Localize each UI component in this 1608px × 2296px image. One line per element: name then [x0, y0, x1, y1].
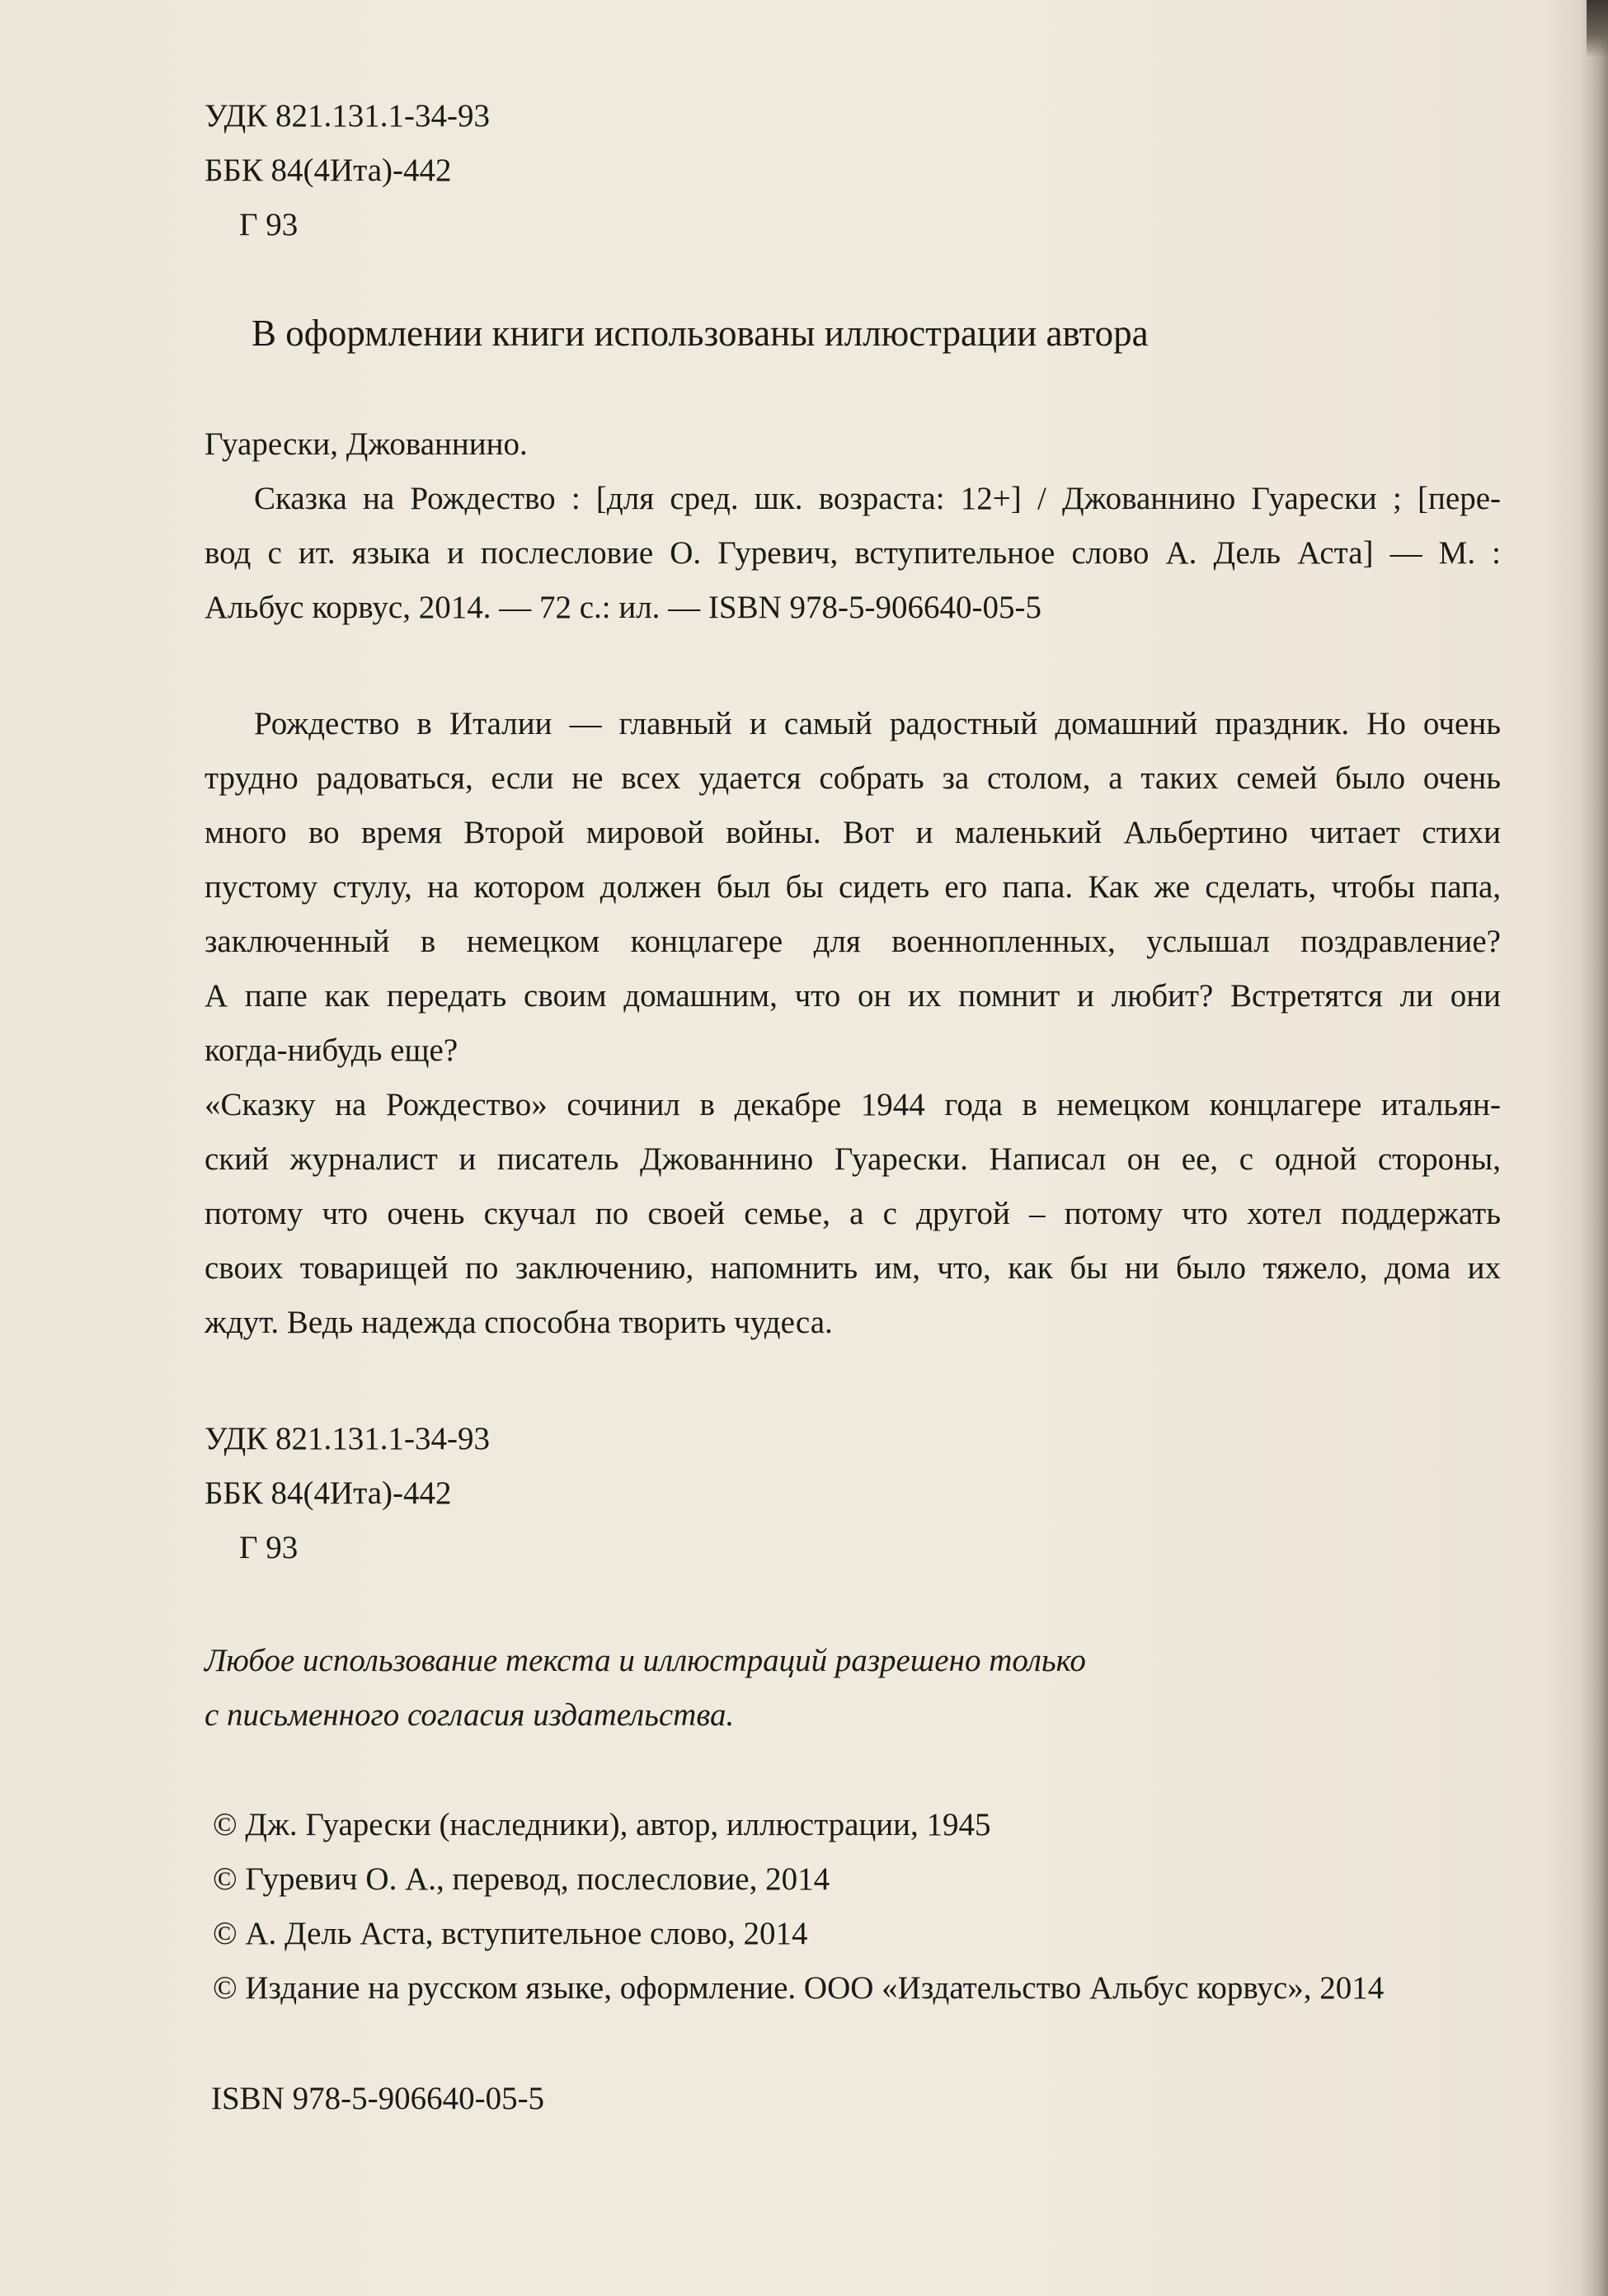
bib-line: Сказка на Рождество : [для сред. шк. возраста: 12+] / Джованнино Гуарески ; [пере- — [254, 481, 1501, 516]
page-corner-shadow — [1587, 0, 1608, 58]
rights-notice — [205, 1634, 1086, 1743]
annotation-line: Рождество в Италии — главный и самый радостный домашний праздник. Но очень — [254, 706, 1501, 741]
annotation-line: ский журналист и писатель Джованнино Гуарески. Написал он ее, с одной стороны, — [205, 1141, 1501, 1177]
copyright-line: © А. Дель Аста, вступительное слово, 2014 — [213, 1916, 808, 1951]
bottom-classification-codes — [205, 1412, 490, 1575]
author-mark: Г 93 — [239, 207, 299, 242]
rights-notice-line: Любое использование текста и иллюстраций разрешено только — [205, 1643, 1086, 1678]
bib-author: Гуарески, Джованнино. — [205, 426, 528, 462]
annotation-line: заключенный в немецком концлагере для военнопленных, услышал поздравление? — [205, 924, 1501, 959]
annotation — [205, 697, 1501, 1350]
annotation-line: ждут. Ведь надежда способна творить чудеса. — [205, 1305, 833, 1340]
bbk-code: ББК 84(4Ита)-442 — [205, 1475, 452, 1511]
annotation-line: когда-нибудь еще? — [205, 1033, 458, 1068]
author-mark: Г 93 — [239, 1530, 299, 1565]
top-classification-codes — [205, 89, 490, 252]
copyright-line: © Издание на русском языке, оформление. ООО «Издательство Альбус корвус», 2014 — [213, 1970, 1385, 2006]
bbk-code: ББК 84(4Ита)-442 — [205, 153, 452, 188]
annotation-line: «Сказку на Рождество» сочинил в декабре 1944 года в немецком концлагере итальян- — [205, 1087, 1501, 1122]
isbn: ISBN 978-5-906640-05-5 — [211, 2081, 545, 2116]
annotation-line: А папе как передать своим домашним, что он их помнит и любит? Встретятся ли они — [205, 978, 1501, 1014]
copyright-list — [213, 1798, 1384, 2016]
udk-code: УДК 821.131.1-34-93 — [205, 98, 491, 134]
bibliographic-record — [205, 417, 1501, 635]
annotation-line: потому что очень скучал по своей семье, а с другой – потому что хотел поддержать — [205, 1196, 1501, 1231]
page-edge-shadow — [1580, 0, 1608, 2296]
copyright-line: © Гуревич О. А., перевод, послесловие, 2014 — [213, 1861, 830, 1897]
bib-line: Альбус корвус, 2014. — 72 с.: ил. — ISBN 978-5-906640-05-5 — [205, 590, 1041, 625]
annotation-line: трудно радоваться, если не всех удается собрать за столом, а таких семей было очень — [205, 760, 1501, 796]
copyright-line: © Дж. Гуарески (наследники), автор, иллюстрации, 1945 — [213, 1807, 991, 1842]
annotation-line: своих товарищей по заключению, напомнить им, что, как бы ни было тяжело, дома их — [205, 1250, 1501, 1286]
udk-code: УДК 821.131.1-34-93 — [205, 1421, 491, 1456]
annotation-line: много во время Второй мировой войны. Вот и маленький Альбертино читает стихи — [205, 815, 1501, 850]
bib-line: вод с ит. языка и послесловие О. Гуревич, вступительное слово А. Дель Аста] — М. : — [205, 535, 1501, 571]
illustrations-heading: В оформлении книги использованы иллюстрации автора — [252, 313, 1149, 354]
rights-notice-line: с письменного согласия издательства. — [205, 1697, 735, 1733]
annotation-line: пустому стулу, на котором должен был бы сидеть его папа. Как же сделать, чтобы папа, — [205, 869, 1501, 905]
